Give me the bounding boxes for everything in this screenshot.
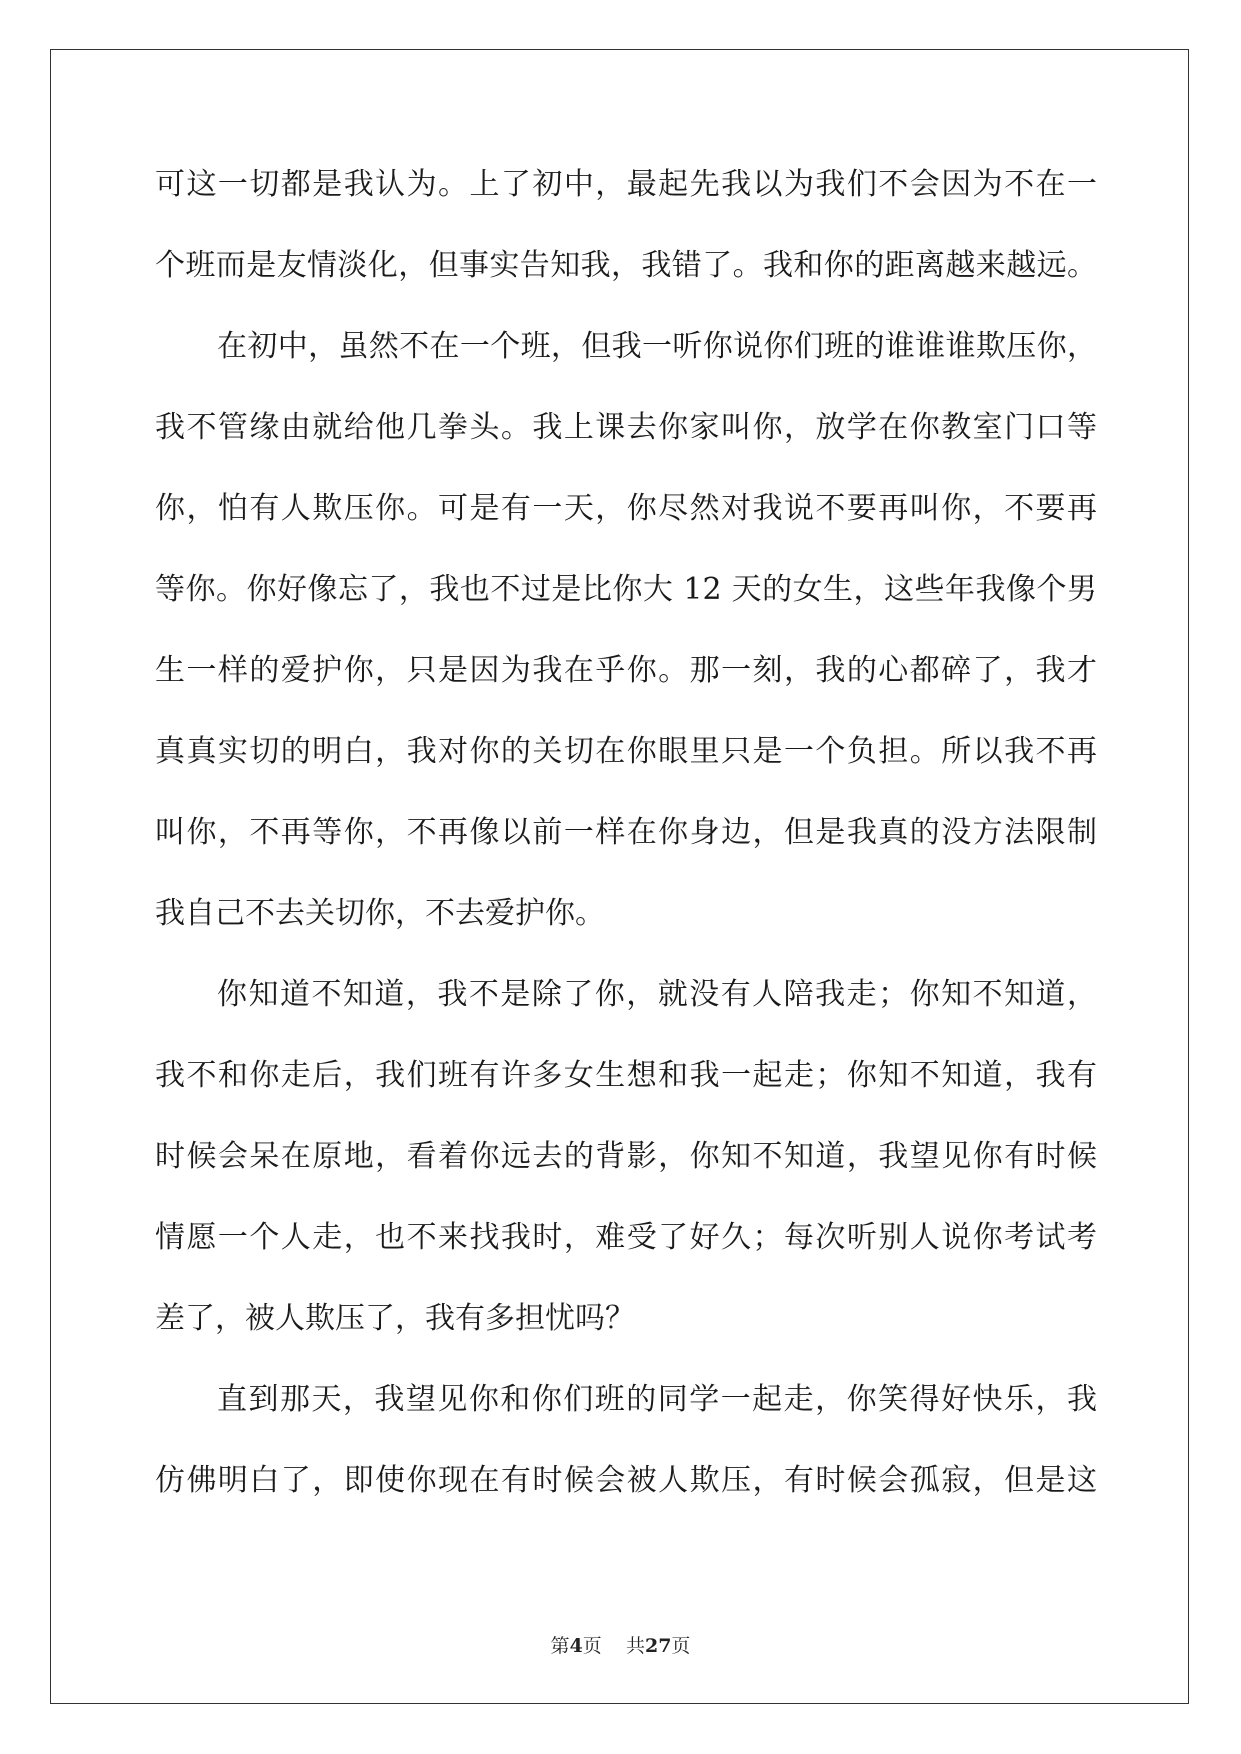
- total-page-number: 27: [644, 1635, 672, 1657]
- text-line: 叫你，不再等你，不再像以前一样在你身边，但是我真的没方法限制: [155, 815, 1097, 850]
- footer-prefix: 第: [550, 1635, 570, 1657]
- text-line: 真真实切的明白，我对你的关切在你眼里只是一个负担。所以我不再: [155, 734, 1097, 769]
- text-line: 可这一切都是我认为。上了初中，最起先我以为我们不会因为不在一: [155, 167, 1097, 202]
- footer-mid: 页 共: [582, 1635, 645, 1657]
- text-line: 时候会呆在原地，看着你远去的背影，你知不知道，我望见你有时候: [155, 1139, 1097, 1174]
- text-line: 差了，被人欺压了，我有多担忧吗？: [155, 1301, 635, 1336]
- text-line: 等你。你好像忘了，我也不过是比你大 12 天的女生，这些年我像个男: [155, 572, 1097, 607]
- page-footer: [0, 1631, 1241, 1658]
- text-line: 情愿一个人走，也不来找我时，难受了好久；每次听别人说你考试考: [155, 1220, 1097, 1255]
- text-line: 你知道不知道，我不是除了你，就没有人陪我走；你知不知道，: [217, 977, 1097, 1012]
- text-line: 你，怕有人欺压你。可是有一天，你尽然对我说不要再叫你，不要再: [155, 491, 1097, 526]
- current-page-number: 4: [569, 1635, 583, 1657]
- text-line: 生一样的爱护你，只是因为我在乎你。那一刻，我的心都碎了，我才: [155, 653, 1097, 688]
- document-body: [155, 144, 1097, 1521]
- footer-suffix: 页: [671, 1635, 691, 1657]
- text-line: 在初中，虽然不在一个班，但我一听你说你们班的谁谁谁欺压你，: [217, 329, 1097, 364]
- text-line: 我自己不去关切你，不去爱护你。: [155, 896, 605, 931]
- text-line: 个班而是友情淡化，但事实告知我，我错了。我和你的距离越来越远。: [155, 248, 1097, 283]
- text-line: 仿佛明白了，即使你现在有时候会被人欺压，有时候会孤寂，但是这: [155, 1463, 1097, 1498]
- text-line: 直到那天，我望见你和你们班的同学一起走，你笑得好快乐，我: [217, 1382, 1097, 1417]
- text-line: 我不和你走后，我们班有许多女生想和我一起走；你知不知道，我有: [155, 1058, 1097, 1093]
- text-line: 我不管缘由就给他几拳头。我上课去你家叫你，放学在你教室门口等: [155, 410, 1097, 445]
